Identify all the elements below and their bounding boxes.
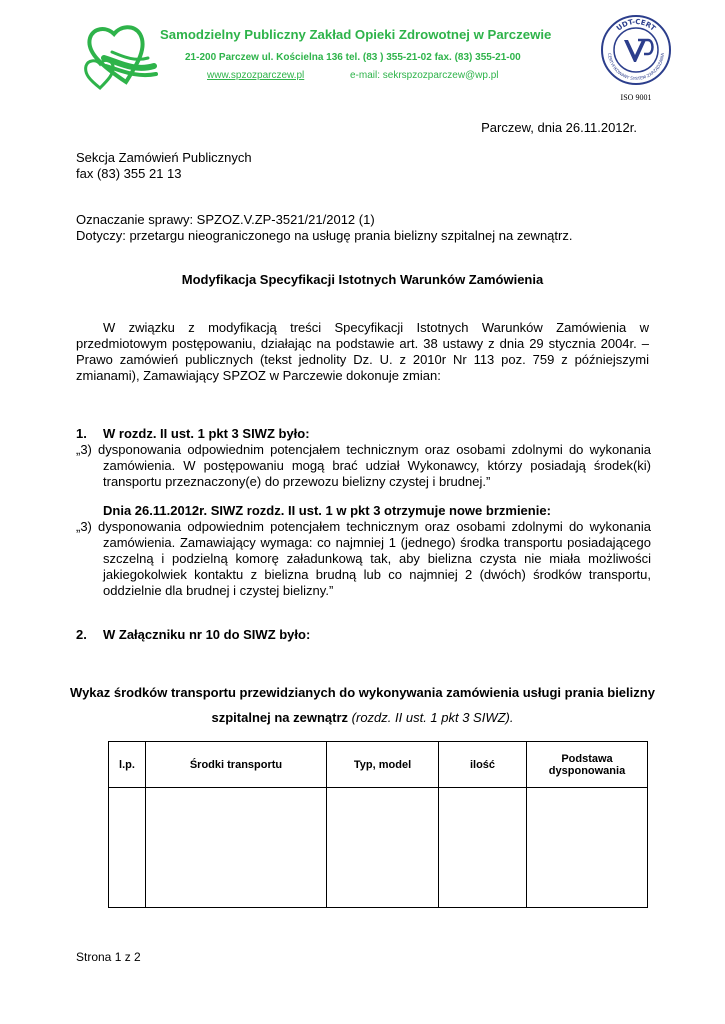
certification-seal <box>600 12 672 102</box>
section1-old-text <box>76 442 651 490</box>
table-title <box>60 680 665 730</box>
page-number: Strona 1 z 2 <box>76 950 141 964</box>
cert-iso-label: ISO 9001 <box>620 93 652 102</box>
new-provision: „3) dysponowania odpowiednim potencjałem technicznym oraz osobami zdolnymi do wykonania zamówienia. Zamawiający wymaga: co najmniej 1 (jednego) środka transportu posiadającego szczelną i podzielną komorę załadunkową tak, aby bielizna czysta nie miała możliwości jakiegokolwiek kontaktu z bielizna brudną lub co najmniej 2 (dwóch) środków transportu, oddzielnie dla brudnej i czystej bielizny.” <box>76 519 651 598</box>
table-title-note: (rozdz. II ust. 1 pkt 3 SIWZ). <box>351 710 514 725</box>
section2-number: 2. <box>76 627 87 642</box>
cell-lp[interactable] <box>109 788 146 908</box>
intro-text: W związku z modyfikacją treści Specyfikacji Istotnych Warunków Zamówienia w przedmiotowym postępowaniu, działając na podstawie art. 38 ustawy z dnia 29 stycznia 2004r. – Prawo zamówień publicznych (tekst jednolity Dz. U. z 2010r Nr 113 poz. 759 z późniejszymi zmianami), Zamawiający SPZOZ w Parczewie dokonuje zmian: <box>76 320 649 383</box>
intro-paragraph <box>76 320 649 384</box>
case-block <box>76 212 572 244</box>
recipient-fax: fax (83) 355 21 13 <box>76 166 182 181</box>
email-text: e-mail: sekrspzozparczew@wp.pl <box>350 70 499 81</box>
section1-number: 1. <box>76 426 87 441</box>
table-row <box>109 788 648 908</box>
section1-new-text <box>76 519 651 599</box>
section2-heading <box>76 627 310 643</box>
cell-type-model[interactable] <box>327 788 439 908</box>
addressee-block <box>76 150 252 182</box>
cert-ring-text: CERTYFIKOWANY SYSTEM ZARZĄDZANIA <box>606 52 666 82</box>
section1-heading-text: W rozdz. II ust. 1 pkt 3 SIWZ było: <box>103 426 310 441</box>
letter-date: Parczew, dnia 26.11.2012r. <box>481 120 637 135</box>
document-title: Modyfikacja Specyfikacji Istotnych Warunków Zamówienia <box>181 272 544 287</box>
old-provision: „3) dysponowania odpowiednim potencjałem technicznym oraz osobami zdolnymi do wykonania zamówienia. W postępowaniu mogą brać udział Wykonawcy, którzy posiadają środek(ki) transportu przeznaczony(e) do przewozu bielizny czystej i brudnej.” <box>76 442 651 489</box>
institution-name: Samodzielny Publiczny Zakład Opieki Zdrowotnej w Parczewie <box>160 27 552 42</box>
col-transport: Środki transportu <box>146 742 327 788</box>
cell-basis[interactable] <box>527 788 648 908</box>
cell-quantity[interactable] <box>439 788 527 908</box>
section2-heading-text: W Załączniku nr 10 do SIWZ było: <box>103 627 311 642</box>
institution-address: 21-200 Parczew ul. Kościelna 136 tel. (83 ) 355-21-02 fax. (83) 355-21-00 <box>185 52 521 63</box>
col-lp: l.p. <box>109 742 146 788</box>
change-heading: Dnia 26.11.2012r. SIWZ rozdz. II ust. 1 w pkt 3 otrzymuje nowe brzmienie: <box>103 503 551 518</box>
recipient: Sekcja Zamówień Publicznych <box>76 150 252 165</box>
website-link-wrap <box>207 70 304 81</box>
website-link[interactable]: www.spzozparczew.pl <box>207 70 305 81</box>
table-header-row <box>109 742 648 788</box>
col-type-model: Typ, model <box>327 742 439 788</box>
section1-heading <box>76 426 310 442</box>
col-basis: Podstawa dysponowania <box>527 742 648 788</box>
table-title-text: Wykaz środków transportu przewidzianych do wykonywania zamówienia usługi prania bielizny szpitalnej na zewnątrz <box>70 685 655 725</box>
case-reference: Oznaczanie sprawy: SPZOZ.V.ZP-3521/21/2012 (1) <box>76 212 375 227</box>
subject-line: Dotyczy: przetargu nieograniczonego na usługę prania bielizny szpitalnej na zewnątrz. <box>76 228 573 243</box>
udt-cert-seal-icon <box>600 12 672 86</box>
cell-transport[interactable] <box>146 788 327 908</box>
col-quantity: ilość <box>439 742 527 788</box>
cert-top-text: UDT-CERT <box>615 17 658 33</box>
hearts-logo <box>82 22 164 90</box>
transport-table <box>108 741 648 908</box>
